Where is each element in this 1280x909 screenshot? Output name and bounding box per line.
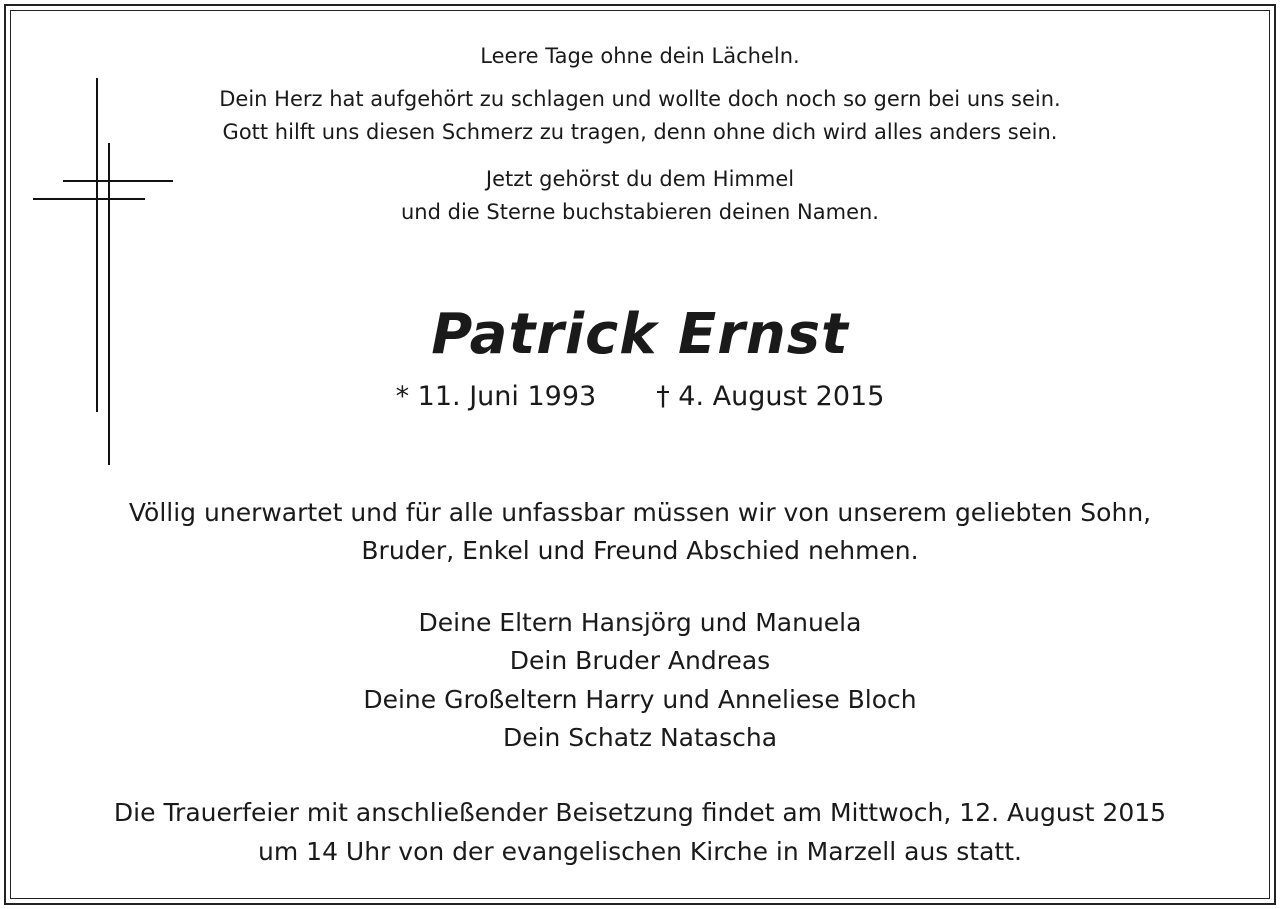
birth-date: * 11. Juni 1993 bbox=[395, 381, 597, 412]
funeral-line-2: um 14 Uhr von der evangelischen Kirche in Marzell aus statt. bbox=[258, 837, 1022, 866]
announcement-line-1: Völlig unerwartet und für alle unfassbar müssen wir von unserem geliebten Sohn, bbox=[128, 498, 1152, 527]
announcement-line-2: Bruder, Enkel und Freund Abschied nehmen. bbox=[361, 536, 919, 565]
death-date: † 4. August 2015 bbox=[656, 381, 885, 412]
mourner-grandparents: Deine Großeltern Harry und Anneliese Bloch bbox=[363, 685, 917, 714]
mourner-partner: Dein Schatz Natascha bbox=[502, 723, 778, 752]
poem-line-4: Jetzt gehörst du dem Himmel bbox=[485, 167, 795, 191]
life-dates bbox=[0, 381, 1280, 412]
funeral-line-1: Die Trauerfeier mit anschließender Beisetzung findet am Mittwoch, 12. August 2015 bbox=[113, 798, 1167, 827]
poem-line-5: und die Sterne buchstabieren deinen Namen. bbox=[401, 200, 879, 224]
poem-line-3: Gott hilft uns diesen Schmerz zu tragen, denn ohne dich wird alles anders sein. bbox=[222, 120, 1058, 144]
poem-line-1: Leere Tage ohne dein Lächeln. bbox=[480, 44, 800, 68]
mourner-brother: Dein Bruder Andreas bbox=[509, 646, 771, 675]
mourner-parents: Deine Eltern Hansjörg und Manuela bbox=[418, 608, 862, 637]
deceased-name: Patrick Ernst bbox=[431, 302, 849, 367]
poem-line-2: Dein Herz hat aufgehört zu schlagen und wollte doch noch so gern bei uns sein. bbox=[219, 87, 1061, 111]
